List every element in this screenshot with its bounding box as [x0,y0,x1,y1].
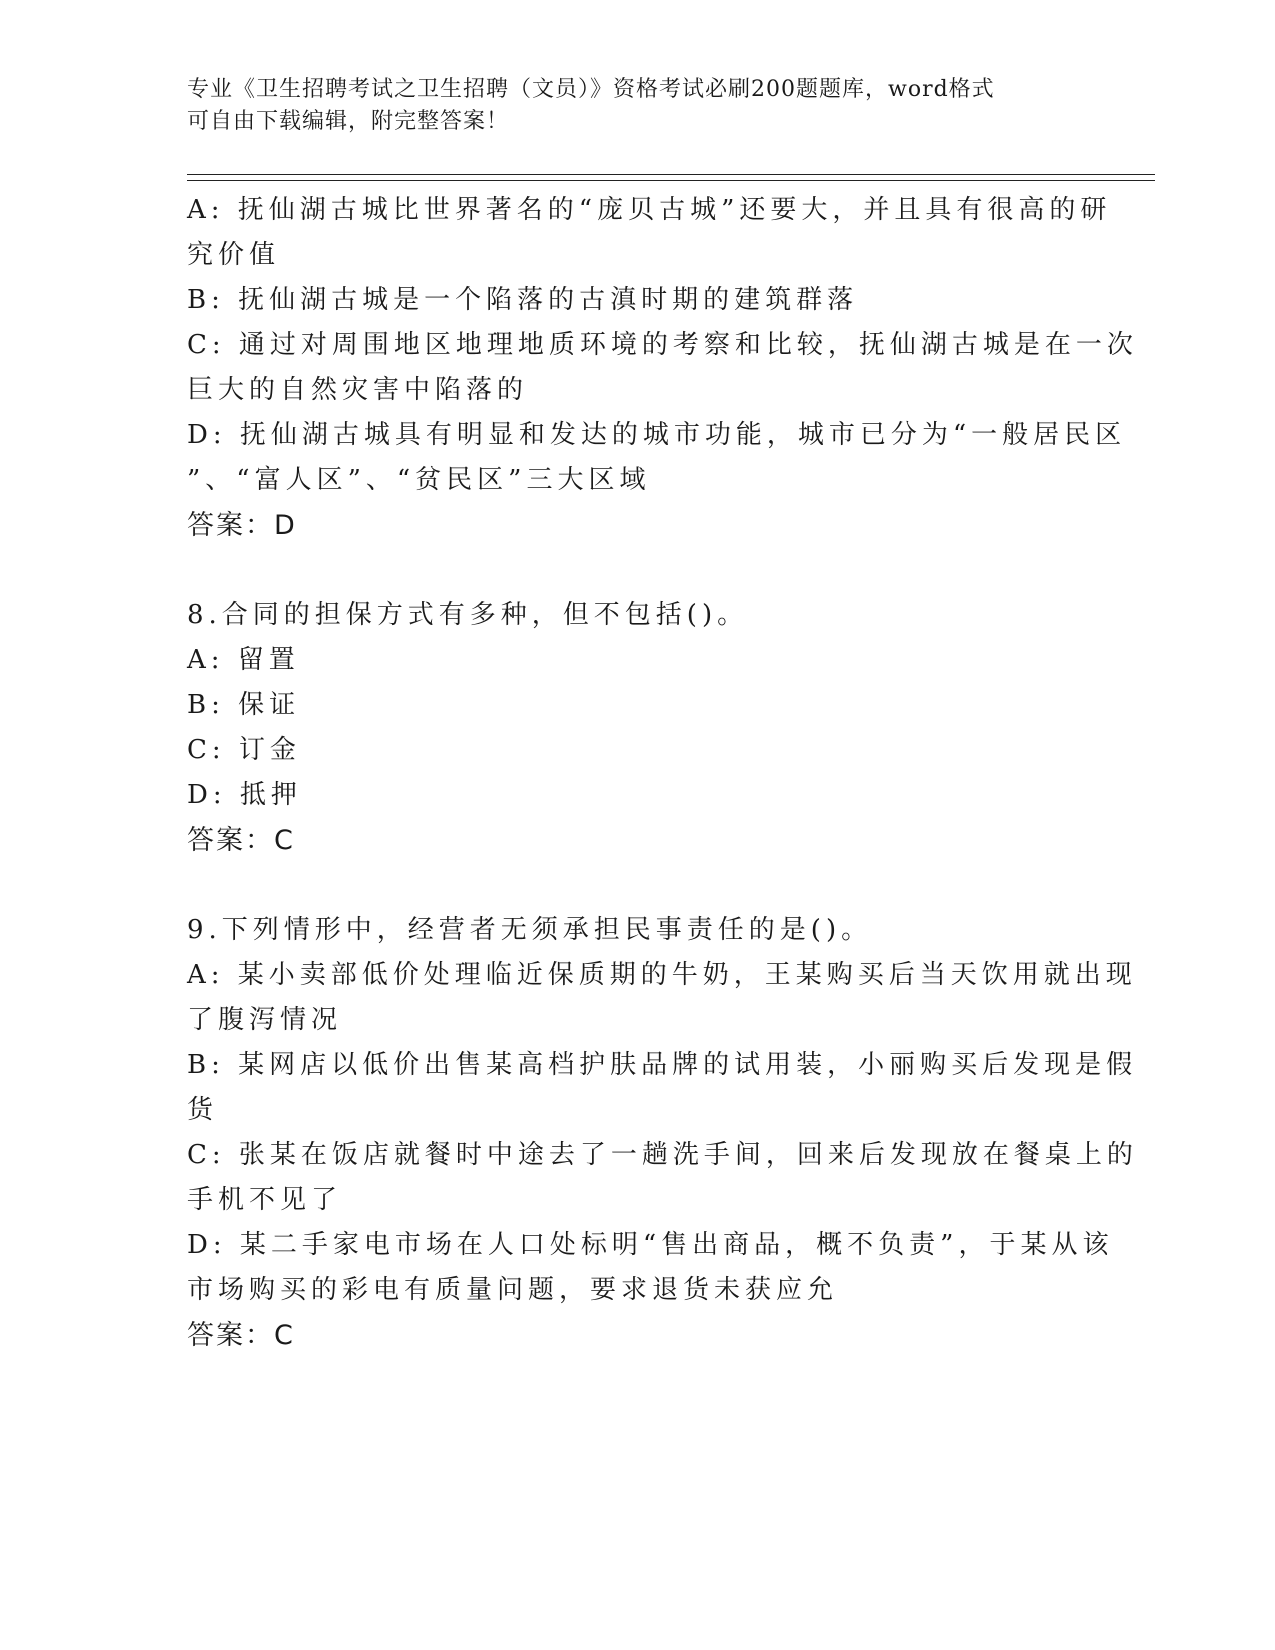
q7-option-c-line-2: 巨大的自然灾害中陷落的 [187,375,529,405]
header-line-1: 专业《卫生招聘考试之卫生招聘（文员）》资格考试必刷200题题库，word格式 [187,77,995,102]
spacer [187,548,1077,593]
q9-option-b-line-2: 货 [187,1095,219,1125]
q8-option-d: D: 抵押 [187,780,302,810]
document-header [187,74,1087,138]
q7-option-b: B: 抚仙湖古城是一个陷落的古滇时期的建筑群落 [187,285,859,315]
q8-option-c: C: 订金 [187,735,301,765]
q8-answer: 答案：C [187,825,295,856]
header-line-2: 可自由下载编辑，附完整答案！ [187,109,510,134]
q9-option-c-line-1: C: 张某在饭店就餐时中途去了一趟洗手间，回来后发现放在餐桌上的 [187,1140,1138,1170]
q8-option-a: A: 留置 [187,645,300,675]
q7-answer: 答案：D [187,510,297,541]
q9-option-a-line-2: 了腹泻情况 [187,1005,343,1035]
question-8 [187,593,1077,863]
q9-option-d-line-2: 市场购买的彩电有质量问题，要求退货未获应允 [187,1275,839,1305]
question-9 [187,908,1138,1358]
q7-option-c-line-1: C: 通过对周围地区地理地质环境的考察和比较，抚仙湖古城是在一次 [187,330,1138,360]
spacer [187,863,1077,908]
q7-option-a-line-1: A: 抚仙湖古城比世界著名的“庞贝古城”还要大，并且具有很高的研 [187,195,1112,225]
question-7-options [187,188,1138,548]
header-rule-top [187,174,1155,175]
header-rule-bottom [187,180,1155,181]
q8-question: 8.合同的担保方式有多种，但不包括()。 [187,600,749,630]
q9-option-a-line-1: A: 某小卖部低价处理临近保质期的牛奶，王某购买后当天饮用就出现 [187,960,1137,990]
q7-option-a-line-2: 究价值 [187,240,281,270]
q9-question: 9.下列情形中，经营者无须承担民事责任的是()。 [187,915,873,945]
q7-option-d-line-1: D: 抚仙湖古城具有明显和发达的城市功能，城市已分为“一般居民区 [187,420,1127,450]
question-content [187,188,1138,1358]
q9-option-c-line-2: 手机不见了 [187,1185,343,1215]
q9-option-d-line-1: D: 某二手家电市场在人口处标明“售出商品，概不负责”，于某从该 [187,1230,1114,1260]
q9-answer: 答案：C [187,1320,295,1351]
q7-option-d-line-2: ”、“富人区”、“贫民区”三大区域 [187,465,651,495]
q9-option-b-line-1: B: 某网店以低价出售某高档护肤品牌的试用装，小丽购买后发现是假 [187,1050,1138,1080]
q8-option-b: B: 保证 [187,690,301,720]
